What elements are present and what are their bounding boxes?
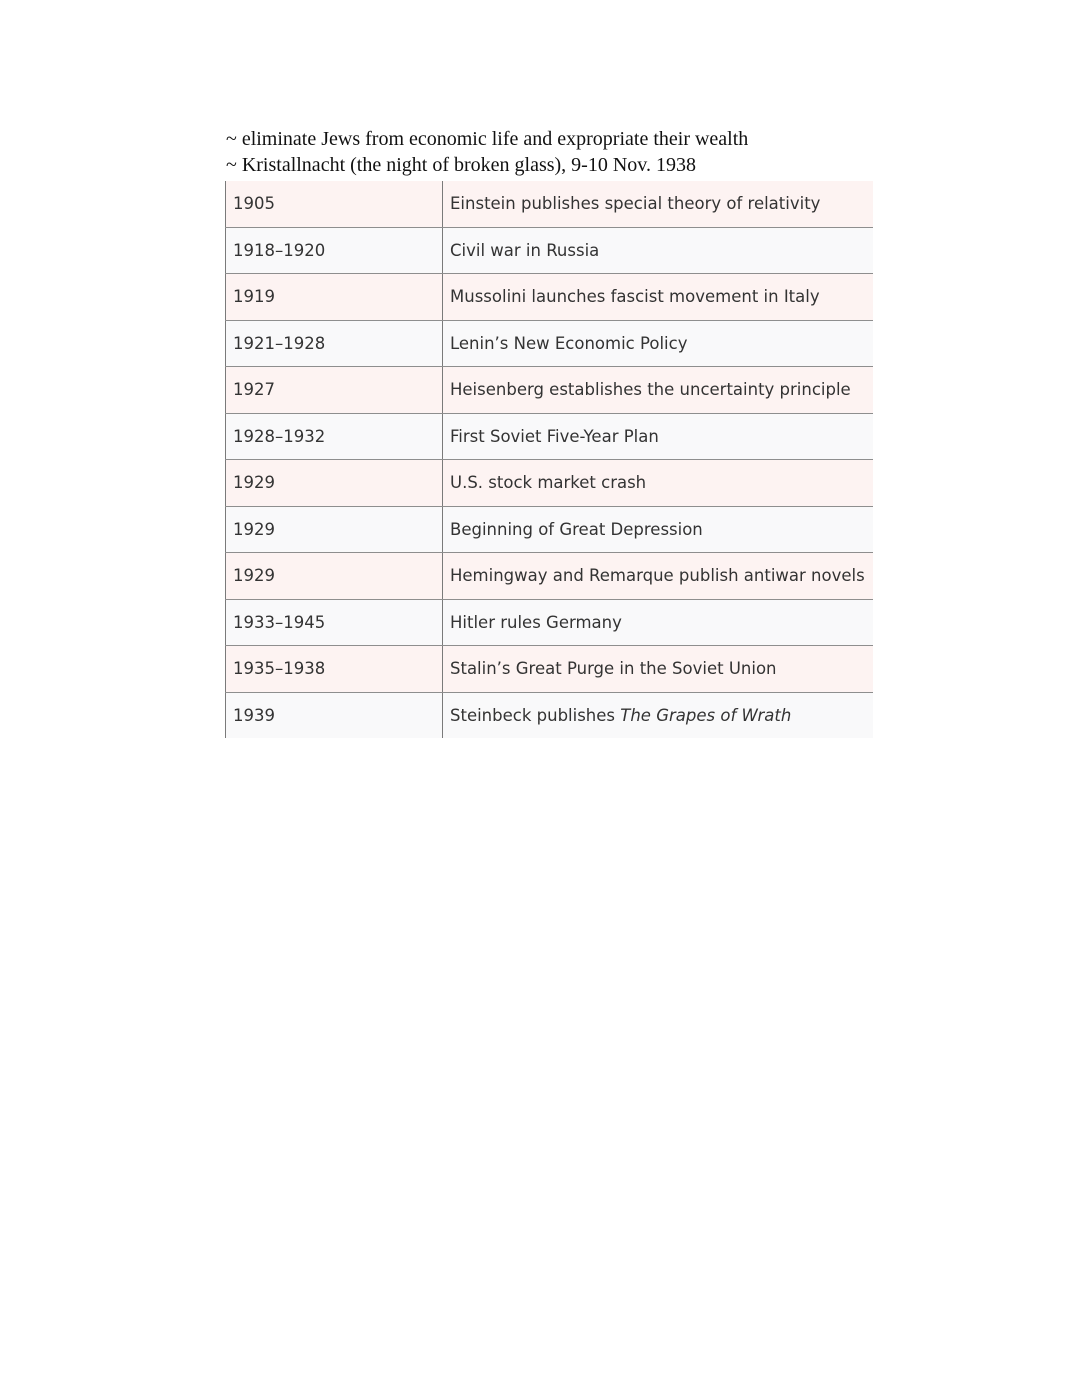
event-cell: Civil war in Russia bbox=[443, 227, 873, 274]
table-row bbox=[226, 274, 873, 321]
event-cell: Hitler rules Germany bbox=[443, 599, 873, 646]
table-row bbox=[226, 506, 873, 553]
event-cell: First Soviet Five-Year Plan bbox=[443, 413, 873, 460]
table-row bbox=[226, 367, 873, 414]
event-cell bbox=[443, 692, 873, 738]
table-row bbox=[226, 320, 873, 367]
event-cell: Beginning of Great Depression bbox=[443, 506, 873, 553]
book-title: The Grapes of Wrath bbox=[620, 705, 792, 725]
year-cell: 1929 bbox=[226, 553, 443, 600]
event-cell: Lenin’s New Economic Policy bbox=[443, 320, 873, 367]
table-row bbox=[226, 692, 873, 738]
year-cell: 1939 bbox=[226, 692, 443, 738]
table-row bbox=[226, 599, 873, 646]
year-cell: 1929 bbox=[226, 506, 443, 553]
year-cell: 1905 bbox=[226, 181, 443, 227]
year-cell: 1929 bbox=[226, 460, 443, 507]
year-cell: 1918–1920 bbox=[226, 227, 443, 274]
table-row bbox=[226, 413, 873, 460]
year-cell: 1928–1932 bbox=[226, 413, 443, 460]
year-cell: 1921–1928 bbox=[226, 320, 443, 367]
timeline-table bbox=[225, 181, 873, 738]
year-cell: 1933–1945 bbox=[226, 599, 443, 646]
note-line: ~ eliminate Jews from economic life and expropriate their wealth bbox=[226, 128, 749, 150]
event-cell: Stalin’s Great Purge in the Soviet Union bbox=[443, 646, 873, 693]
notes-block bbox=[226, 126, 926, 178]
event-cell: Hemingway and Remarque publish antiwar novels bbox=[443, 553, 873, 600]
note-line: ~ Kristallnacht (the night of broken glass), 9-10 Nov. 1938 bbox=[226, 154, 696, 176]
year-cell: 1927 bbox=[226, 367, 443, 414]
year-cell: 1919 bbox=[226, 274, 443, 321]
event-cell: U.S. stock market crash bbox=[443, 460, 873, 507]
table-row bbox=[226, 646, 873, 693]
year-cell: 1935–1938 bbox=[226, 646, 443, 693]
event-cell: Mussolini launches fascist movement in Italy bbox=[443, 274, 873, 321]
event-cell: Heisenberg establishes the uncertainty principle bbox=[443, 367, 873, 414]
table-row bbox=[226, 181, 873, 227]
event-cell: Einstein publishes special theory of relativity bbox=[443, 181, 873, 227]
table-row bbox=[226, 460, 873, 507]
table-row bbox=[226, 227, 873, 274]
table-row bbox=[226, 553, 873, 600]
event-text: Steinbeck publishes bbox=[450, 705, 621, 725]
